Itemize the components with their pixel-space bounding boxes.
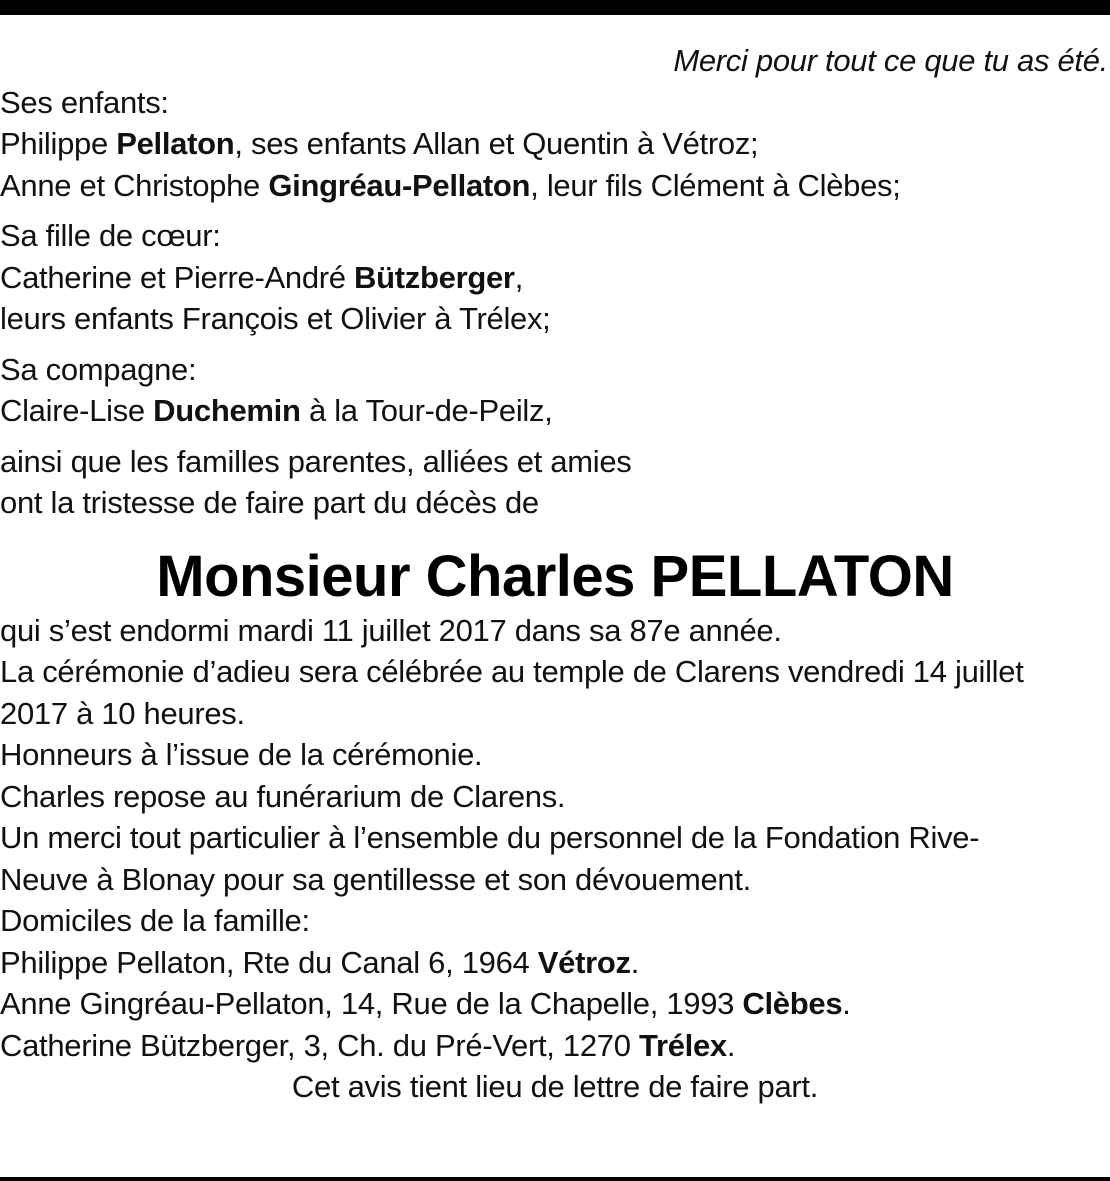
text-post: . xyxy=(630,944,640,980)
body-line-2: La cérémonie d’adieu sera célébrée au temple de Clarens vendredi 14 juillet xyxy=(0,654,1024,689)
body-line-3: 2017 à 10 heures. xyxy=(0,695,245,731)
town: Trélex xyxy=(639,1027,727,1063)
body-line-1: qui s’est endormi mardi 11 juillet 2017 dans sa 87e année. xyxy=(0,612,782,648)
text-post: , ses enfants Allan et Quentin à Vétroz; xyxy=(234,126,759,161)
motto: Merci pour tout ce que tu as été. xyxy=(673,43,1108,78)
surname: Pellaton xyxy=(116,126,235,161)
text-pre: Catherine Bützberger, 3, Ch. du Pré-Vert, 1270 xyxy=(0,1027,640,1063)
text-pre: Claire-Lise xyxy=(0,393,154,428)
text-pre: Philippe xyxy=(0,126,117,161)
body-line-7: Neuve à Blonay pour sa gentillesse et son dévouement. xyxy=(0,861,751,897)
text-post: à la Tour-de-Peilz, xyxy=(300,393,553,428)
families-line-2: ont la tristesse de faire part du décès de xyxy=(0,485,539,520)
town: Clèbes xyxy=(742,986,843,1021)
address-2 xyxy=(0,983,1110,1025)
closing-note: Cet avis tient lieu de lettre de faire part. xyxy=(291,1069,819,1104)
text-pre: Anne et Christophe xyxy=(0,167,269,203)
top-border-rule xyxy=(0,0,1110,15)
town: Vétroz xyxy=(537,944,631,980)
address-1 xyxy=(0,942,1110,984)
surname: Bützberger xyxy=(354,259,515,295)
deceased-name: Monsieur Charles PELLATON xyxy=(156,543,954,609)
text-pre: Anne Gingréau-Pellaton, 14, Rue de la Chapelle, 1993 xyxy=(0,986,743,1021)
text-pre: Catherine et Pierre-André xyxy=(0,259,355,295)
bottom-border-rule xyxy=(0,1177,1110,1181)
text-post: . xyxy=(842,986,851,1021)
partner-line-1 xyxy=(0,390,1110,432)
families-line-1: ainsi que les familles parentes, alliées et amies xyxy=(0,443,632,479)
children-line-2 xyxy=(0,165,1110,207)
body-line-5: Charles repose au funérarium de Clarens. xyxy=(0,778,566,814)
heart-daughter-line-1 xyxy=(0,257,1110,299)
heart-daughter-line-2: leurs enfants François et Olivier à Trélex; xyxy=(0,301,551,336)
domiciles-heading: Domiciles de la famille: xyxy=(0,903,310,938)
text-post: , xyxy=(514,259,524,295)
text-pre: Philippe Pellaton, Rte du Canal 6, 1964 xyxy=(0,944,538,980)
children-heading: Ses enfants: xyxy=(0,84,169,120)
body-line-4: Honneurs à l’issue de la cérémonie. xyxy=(0,737,483,772)
obituary-notice xyxy=(0,40,1110,1108)
surname: Gingréau-Pellaton xyxy=(268,167,531,203)
address-3 xyxy=(0,1025,1110,1067)
surname: Duchemin xyxy=(153,393,301,428)
children-line-1 xyxy=(0,123,1110,165)
text-post: , leur fils Clément à Clèbes; xyxy=(530,167,901,203)
text-post: . xyxy=(726,1027,736,1063)
body-line-6: Un merci tout particulier à l’ensemble du personnel de la Fondation Rive- xyxy=(0,820,980,855)
partner-heading: Sa compagne: xyxy=(0,351,197,387)
heart-daughter-heading: Sa fille de cœur: xyxy=(0,218,221,253)
